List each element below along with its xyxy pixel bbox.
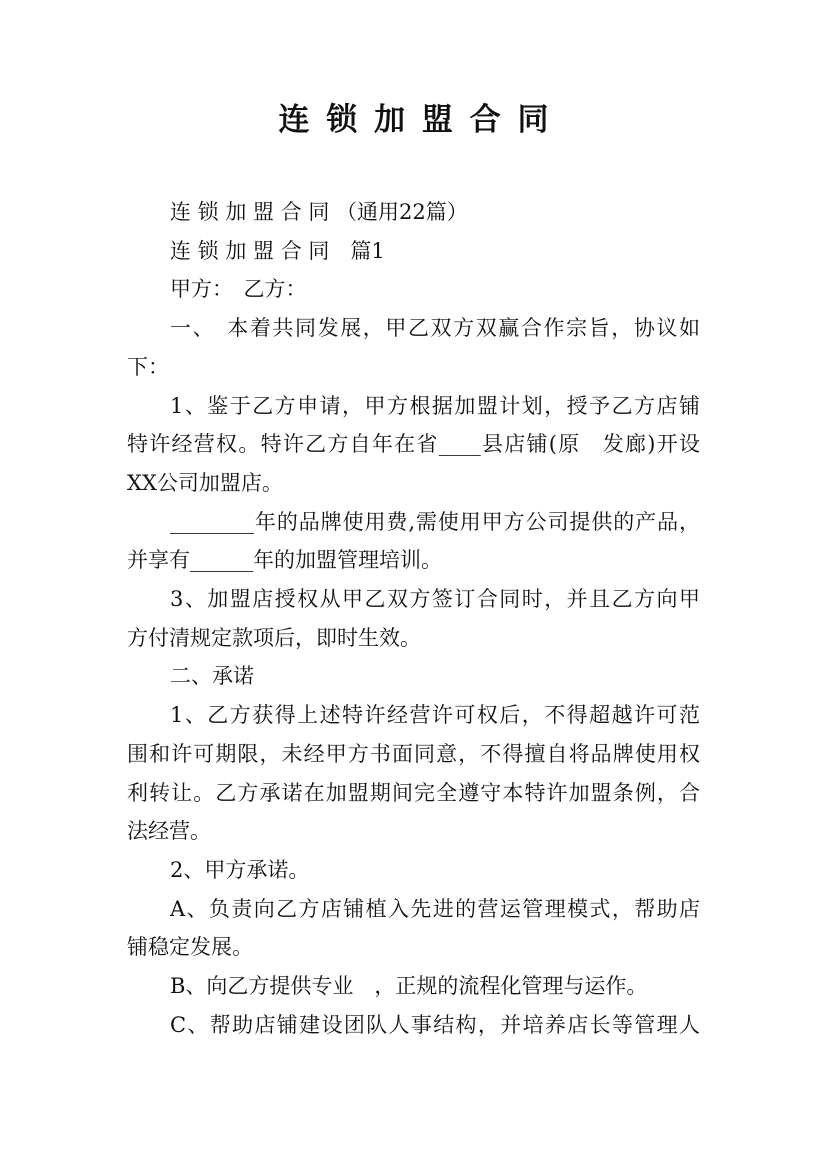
document-title: 连 锁 加 盟 合 同: [278, 102, 549, 138]
text-line: 连 锁 加 盟 合 同 （通用22篇）: [170, 200, 468, 224]
paragraph: [127, 232, 700, 271]
contract-body: [127, 193, 700, 1044]
text-line: XX公司加盟店。: [127, 470, 283, 495]
paragraph: [127, 309, 700, 386]
text-line: 法经营。: [127, 819, 211, 844]
text-line: A、负责向乙方店铺植入先进的营运管理模式，帮助店: [170, 896, 700, 921]
text-line: 铺稳定发展。: [127, 935, 253, 960]
text-line: 下：: [127, 354, 169, 379]
text-line: B、向乙方提供专业 ，正规的流程化管理与运作。: [170, 974, 648, 999]
text-line: C、帮助店铺建设团队人事结构，并培养店长等管理人: [170, 1012, 700, 1037]
paragraph: [127, 503, 700, 580]
paragraph: [127, 270, 700, 309]
text-line: ________年的品牌使用费,需使用甲方公司提供的产品，: [170, 509, 700, 534]
text-line: 连 锁 加 盟 合 同 篇1: [170, 238, 385, 263]
paragraph: [127, 967, 700, 1006]
paragraph: [127, 193, 700, 232]
text-line: 3、加盟店授权从甲乙双方签订合同时，并且乙方向甲: [170, 587, 700, 612]
text-line: 围和许可期限，未经甲方书面同意，不得擅自将品牌使用权: [127, 741, 700, 766]
paragraph: [127, 696, 700, 851]
paragraph: [127, 851, 700, 890]
paragraph: [127, 580, 700, 657]
text-line: 甲方： 乙方：: [170, 277, 307, 302]
text-line: 1、乙方获得上述特许经营许可权后，不得超越许可范: [170, 703, 700, 728]
text-line: 2、甲方承诺。: [170, 857, 310, 882]
text-line: 利转让。乙方承诺在加盟期间完全遵守本特许加盟条例，合: [127, 780, 700, 805]
paragraph: [127, 657, 700, 696]
paragraph: [127, 387, 700, 503]
text-line: 并享有______年的加盟管理培训。: [127, 548, 442, 573]
text-line: 1、鉴于乙方申请，甲方根据加盟计划，授予乙方店铺: [170, 393, 700, 418]
text-line: 方付清规定款项后，即时生效。: [127, 625, 421, 650]
text-line: 二、承诺: [170, 664, 254, 689]
text-line: 一、 本着共同发展，甲乙双方双赢合作宗旨，协议如: [170, 316, 700, 341]
paragraph: [127, 890, 700, 967]
text-line: 特许经营权。特许乙方自年在省____县店铺(原 发廊)开设: [127, 432, 700, 457]
paragraph: [127, 1006, 700, 1045]
